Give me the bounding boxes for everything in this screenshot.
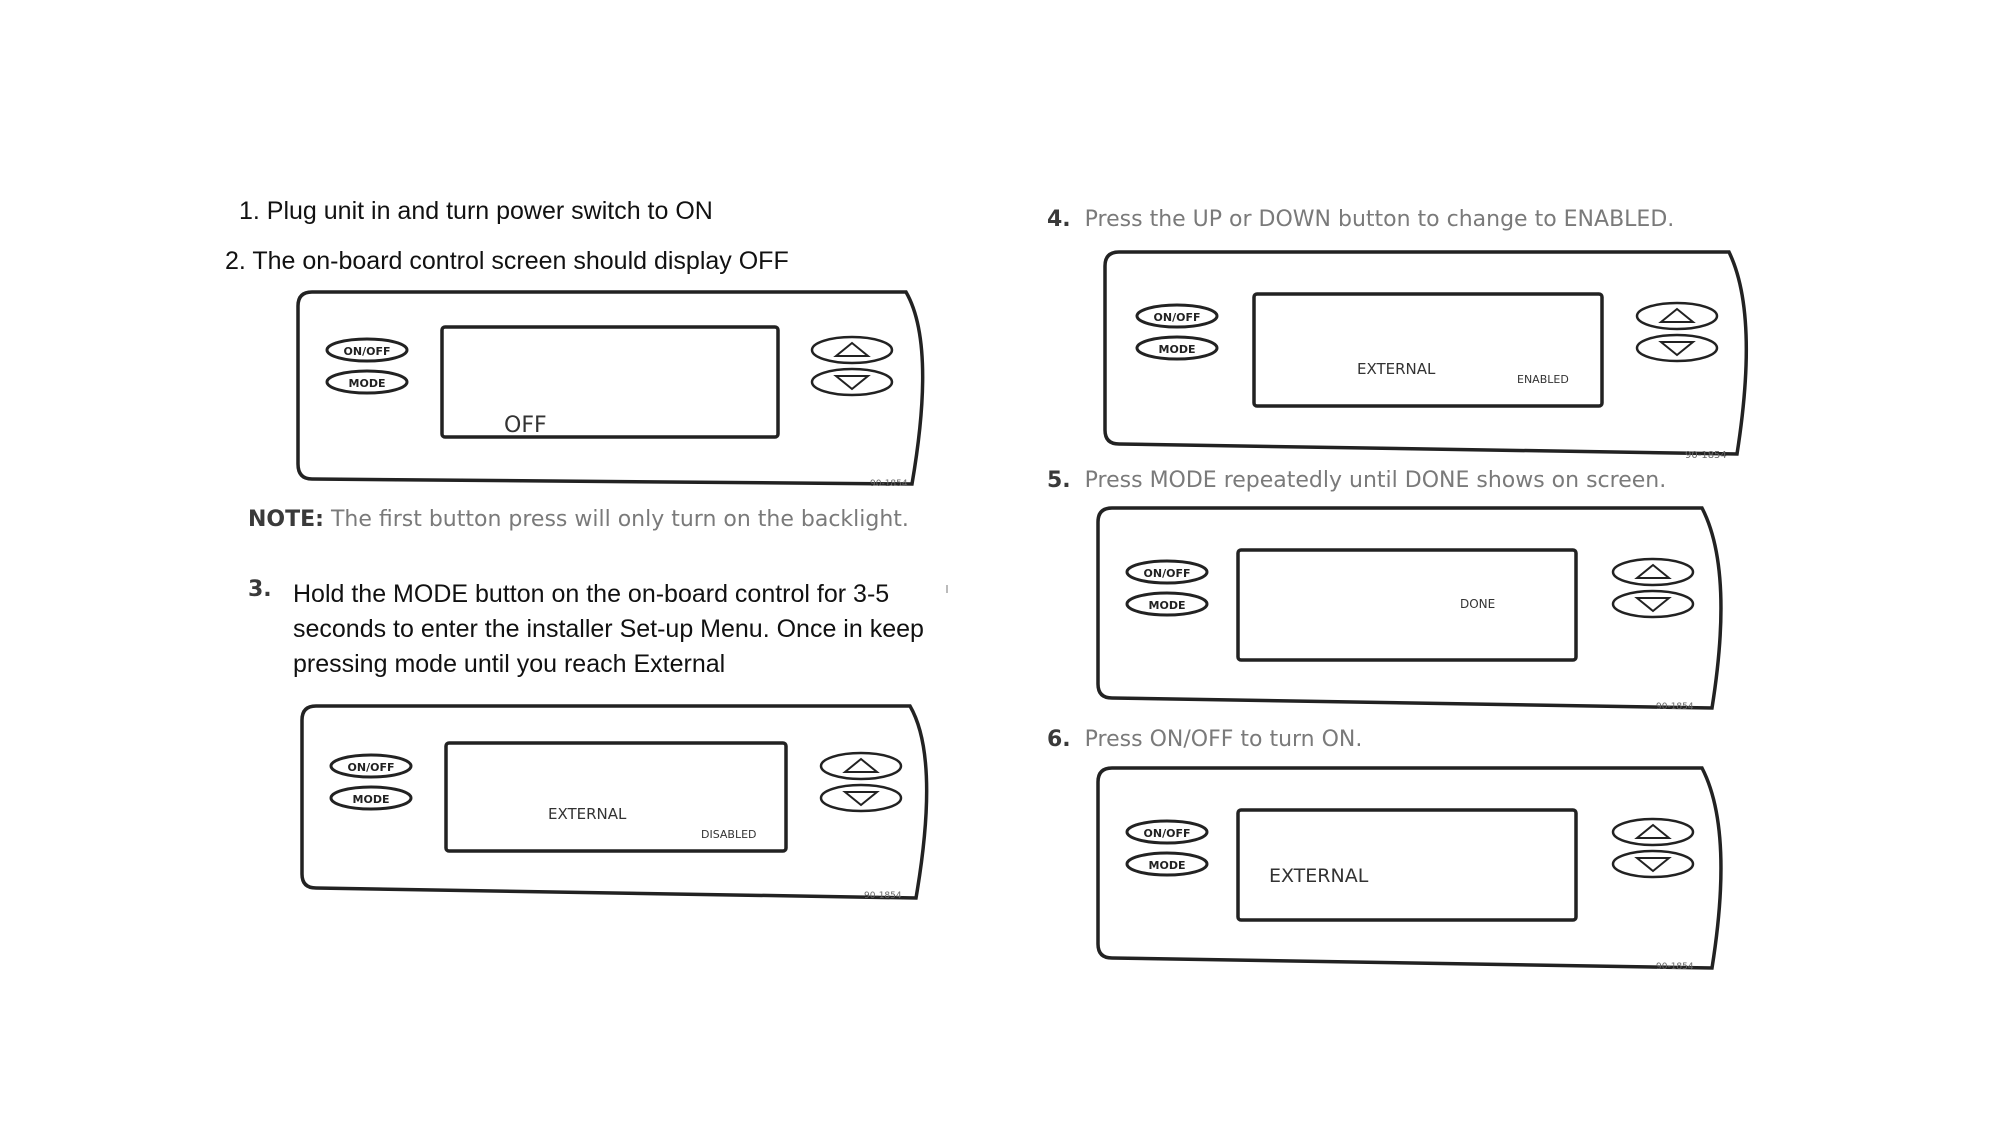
- down-arrow-icon: [1637, 598, 1669, 611]
- onoff-button[interactable]: [327, 339, 407, 361]
- mode-button-label: MODE: [1158, 343, 1196, 356]
- step-1-text: 1. Plug unit in and turn power switch to ON: [239, 197, 713, 225]
- step-5-text: Press MODE repeatedly until DONE shows on screen.: [1084, 468, 1667, 493]
- onoff-button-label: ON/OFF: [1143, 567, 1191, 580]
- up-arrow-icon: [845, 759, 877, 772]
- step-6-text: Press ON/OFF to turn ON.: [1084, 727, 1363, 752]
- down-arrow-button[interactable]: [821, 785, 901, 811]
- down-arrow-icon: [1637, 858, 1669, 871]
- control-panel-external-enabled: [1101, 244, 1761, 464]
- up-arrow-button[interactable]: [1613, 819, 1693, 845]
- part-number: 90-1854: [864, 891, 902, 901]
- onoff-button[interactable]: [1127, 561, 1207, 583]
- step-6-number: 6.: [1047, 727, 1071, 752]
- note-label: NOTE:: [248, 507, 324, 532]
- screen-text: EXTERNAL: [1269, 865, 1369, 887]
- control-panel-external-disabled: [298, 698, 938, 908]
- onoff-button-label: ON/OFF: [347, 761, 395, 774]
- up-arrow-button[interactable]: [821, 753, 901, 779]
- screen-text: OFF: [504, 413, 547, 438]
- lcd-screen: [1238, 550, 1576, 660]
- mode-button[interactable]: [1127, 853, 1207, 875]
- screen-status-text: DISABLED: [701, 828, 757, 841]
- mode-button[interactable]: [331, 787, 411, 809]
- down-arrow-button[interactable]: [1637, 335, 1717, 361]
- onoff-button[interactable]: [1127, 821, 1207, 843]
- onoff-button-label: ON/OFF: [1143, 827, 1191, 840]
- up-arrow-button[interactable]: [1637, 303, 1717, 329]
- mode-button-label: MODE: [348, 377, 386, 390]
- step-2-text: 2. The on-board control screen should display OFF: [225, 247, 789, 275]
- up-arrow-icon: [836, 343, 868, 356]
- note: [248, 505, 928, 535]
- step-4-text: Press the UP or DOWN button to change to ENABLED.: [1084, 207, 1675, 232]
- up-arrow-button[interactable]: [812, 337, 892, 363]
- up-arrow-icon: [1637, 825, 1669, 838]
- down-arrow-button[interactable]: [1613, 851, 1693, 877]
- part-number: 90-1854: [1685, 450, 1727, 461]
- lcd-screen: [442, 327, 778, 437]
- down-arrow-button[interactable]: [1613, 591, 1693, 617]
- screen-text: EXTERNAL: [548, 805, 627, 823]
- onoff-button-label: ON/OFF: [343, 345, 391, 358]
- step-5: [1047, 468, 1666, 493]
- step-4: [1047, 207, 1674, 232]
- mode-button[interactable]: [1127, 593, 1207, 615]
- lcd-screen: [1254, 294, 1602, 406]
- part-number: 90-1854: [1656, 702, 1694, 712]
- onoff-button[interactable]: [1137, 305, 1217, 327]
- up-arrow-button[interactable]: [1613, 559, 1693, 585]
- control-panel-external-on: [1094, 760, 1734, 975]
- part-number: 90-1854: [870, 479, 908, 489]
- mode-button[interactable]: [1137, 337, 1217, 359]
- step-3-number: 3.: [248, 577, 272, 602]
- onoff-button[interactable]: [331, 755, 411, 777]
- step-5-number: 5.: [1047, 468, 1071, 493]
- down-arrow-button[interactable]: [812, 369, 892, 395]
- mode-button-label: MODE: [1148, 599, 1186, 612]
- step-3-text: Hold the MODE button on the on-board control for 3-5 seconds to enter the installer Set-up Menu. Once in keep pressing mode until you reach External: [293, 580, 924, 678]
- mode-button[interactable]: [327, 371, 407, 393]
- onoff-button-label: ON/OFF: [1153, 311, 1201, 324]
- mode-button-label: MODE: [1148, 859, 1186, 872]
- note-text: The first button press will only turn on the backlight.: [330, 507, 909, 532]
- step-4-number: 4.: [1047, 207, 1071, 232]
- down-arrow-icon: [1661, 342, 1693, 355]
- mode-button-label: MODE: [352, 793, 390, 806]
- up-arrow-icon: [1661, 309, 1693, 322]
- control-panel-done: [1094, 500, 1734, 715]
- part-number: 90-1854: [1656, 962, 1694, 972]
- down-arrow-icon: [836, 376, 868, 389]
- step-6: [1047, 727, 1362, 752]
- control-panel-off: [294, 284, 934, 494]
- up-arrow-icon: [1637, 565, 1669, 578]
- down-arrow-icon: [845, 792, 877, 805]
- screen-text: DONE: [1460, 597, 1496, 611]
- screen-text: EXTERNAL: [1357, 360, 1436, 378]
- screen-status-text: ENABLED: [1517, 373, 1569, 386]
